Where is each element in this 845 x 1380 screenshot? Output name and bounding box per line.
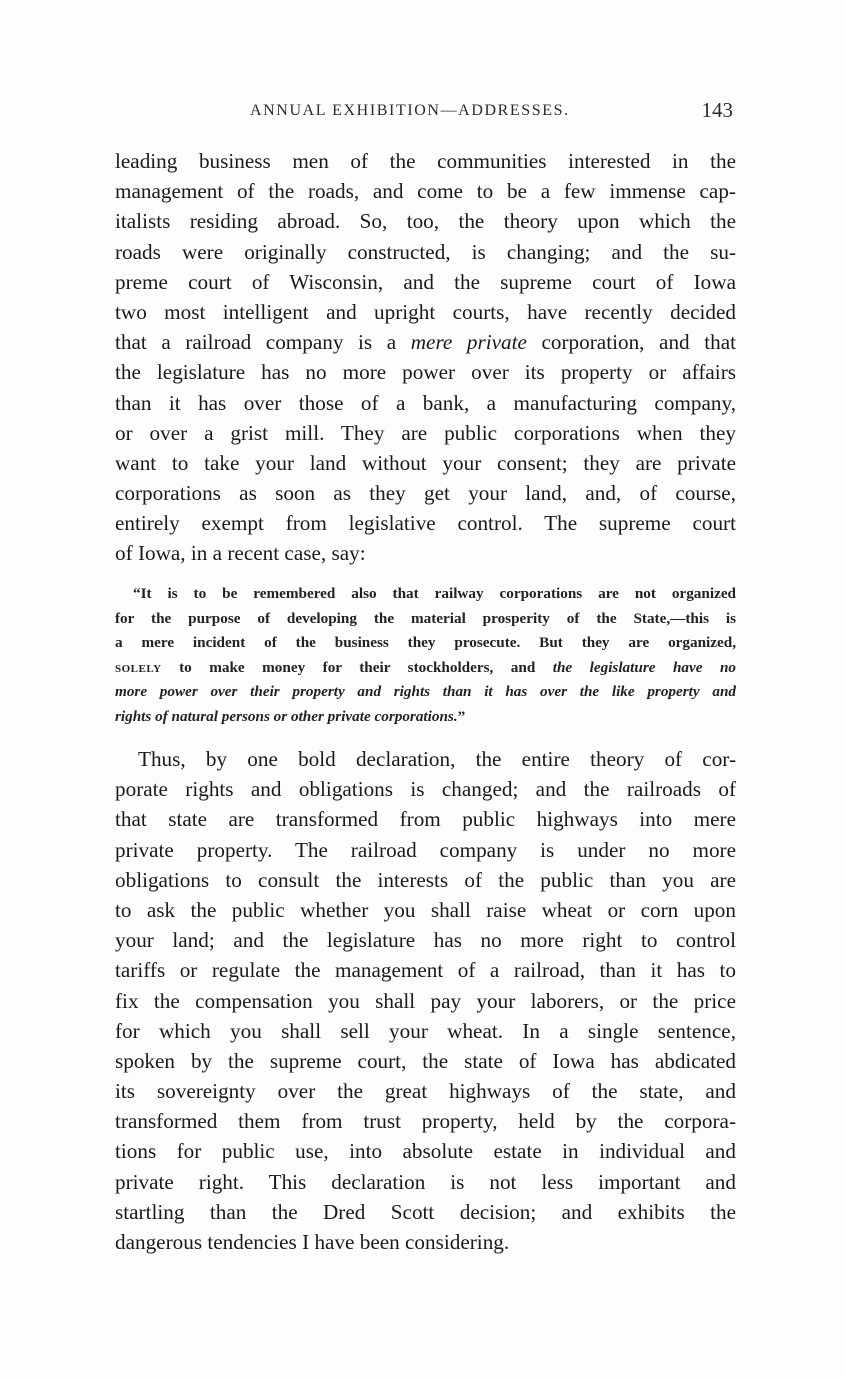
small-caps-word: solely <box>115 658 162 676</box>
text-line: want to take your land without your consent; they are private <box>115 450 736 475</box>
paragraph-2 <box>115 744 736 1257</box>
quote-line: “It is to be remembered also that railway corporations are not organized <box>133 585 736 602</box>
text-line: leading business men of the communities interested in the <box>115 149 736 173</box>
text-line: tariffs or regulate the management of a railroad, than it has to <box>115 958 736 983</box>
quote-line: for the purpose of developing the material prosperity of the State,—this is <box>115 609 736 627</box>
text-line: dangerous tendencies I have been considering. <box>115 1230 510 1254</box>
running-head <box>115 98 735 128</box>
paragraph-1 <box>115 146 736 569</box>
quote-line <box>115 656 736 681</box>
text-line: or over a grist mill. They are public corporations when they <box>115 420 736 445</box>
text-line: of Iowa, in a recent case, say: <box>115 541 366 566</box>
text-segment: corporation, and that <box>526 330 736 355</box>
text-line: to ask the public whether you shall raise wheat or corn upon <box>115 897 736 922</box>
text-line: for which you shall sell your wheat. In a single sentence, <box>115 1018 736 1043</box>
italic-phrase: rights of natural persons or other private corporations. <box>115 707 458 725</box>
text-line: porate rights and obligations is changed; and the railroads of <box>115 777 736 802</box>
text-line: corporations as soon as they get your land, and, of course, <box>115 481 736 506</box>
text-line: spoken by the supreme court, the state of Iowa has abdicated <box>115 1048 736 1073</box>
italic-phrase: mere private <box>410 330 527 355</box>
text-line: the legislature has no more power over its property or affairs <box>115 360 736 385</box>
closing-quote: ” <box>457 707 466 725</box>
text-line: entirely exempt from legislative control. The supreme court <box>115 511 736 536</box>
text-line: two most intelligent and upright courts, have recently decided <box>115 299 736 324</box>
italic-phrase: more power over their property and rights than it has over the like property and <box>115 683 736 701</box>
text-line: your land; and the legislature has no more right to control <box>115 928 736 953</box>
text-segment: to make money for their stockholders, and <box>161 658 553 676</box>
text-segment: that a railroad company is a <box>115 330 411 355</box>
text-line <box>115 327 736 357</box>
text-line: startling than the Dred Scott decision; and exhibits the <box>115 1199 736 1224</box>
text-line: roads were originally constructed, is changing; and the su- <box>115 239 736 264</box>
text-line: preme court of Wisconsin, and the supreme court of Iowa <box>115 269 736 294</box>
page-number: 143 <box>701 98 733 122</box>
text-line: tions for public use, into absolute estate in individual and <box>115 1139 736 1164</box>
text-line: private right. This declaration is not less important and <box>115 1169 736 1194</box>
italic-phrase: the legislature have no <box>552 658 736 676</box>
text-line: Thus, by one bold declaration, the entire theory of cor- <box>138 747 736 771</box>
text-line: that state are transformed from public highways into mere <box>115 807 736 832</box>
block-quote <box>115 582 736 730</box>
quote-line: a mere incident of the business they prosecute. But they are organized, <box>115 634 736 652</box>
text-line: italists residing abroad. So, too, the theory upon which the <box>115 209 736 234</box>
quote-line <box>115 680 736 705</box>
quote-line <box>115 705 736 730</box>
text-line: fix the compensation you shall pay your laborers, or the price <box>115 988 736 1013</box>
text-line: than it has over those of a bank, a manufacturing company, <box>115 390 736 415</box>
running-title: ANNUAL EXHIBITION—ADDRESSES. <box>250 102 570 119</box>
text-line: obligations to consult the interests of the public than you are <box>115 867 736 892</box>
text-line: management of the roads, and come to be a few immense cap- <box>115 179 736 204</box>
text-line: private property. The railroad company is under no more <box>115 837 736 862</box>
text-line: transformed them from trust property, held by the corpora- <box>115 1109 736 1134</box>
text-line: its sovereignty over the great highways of the state, and <box>115 1079 736 1104</box>
